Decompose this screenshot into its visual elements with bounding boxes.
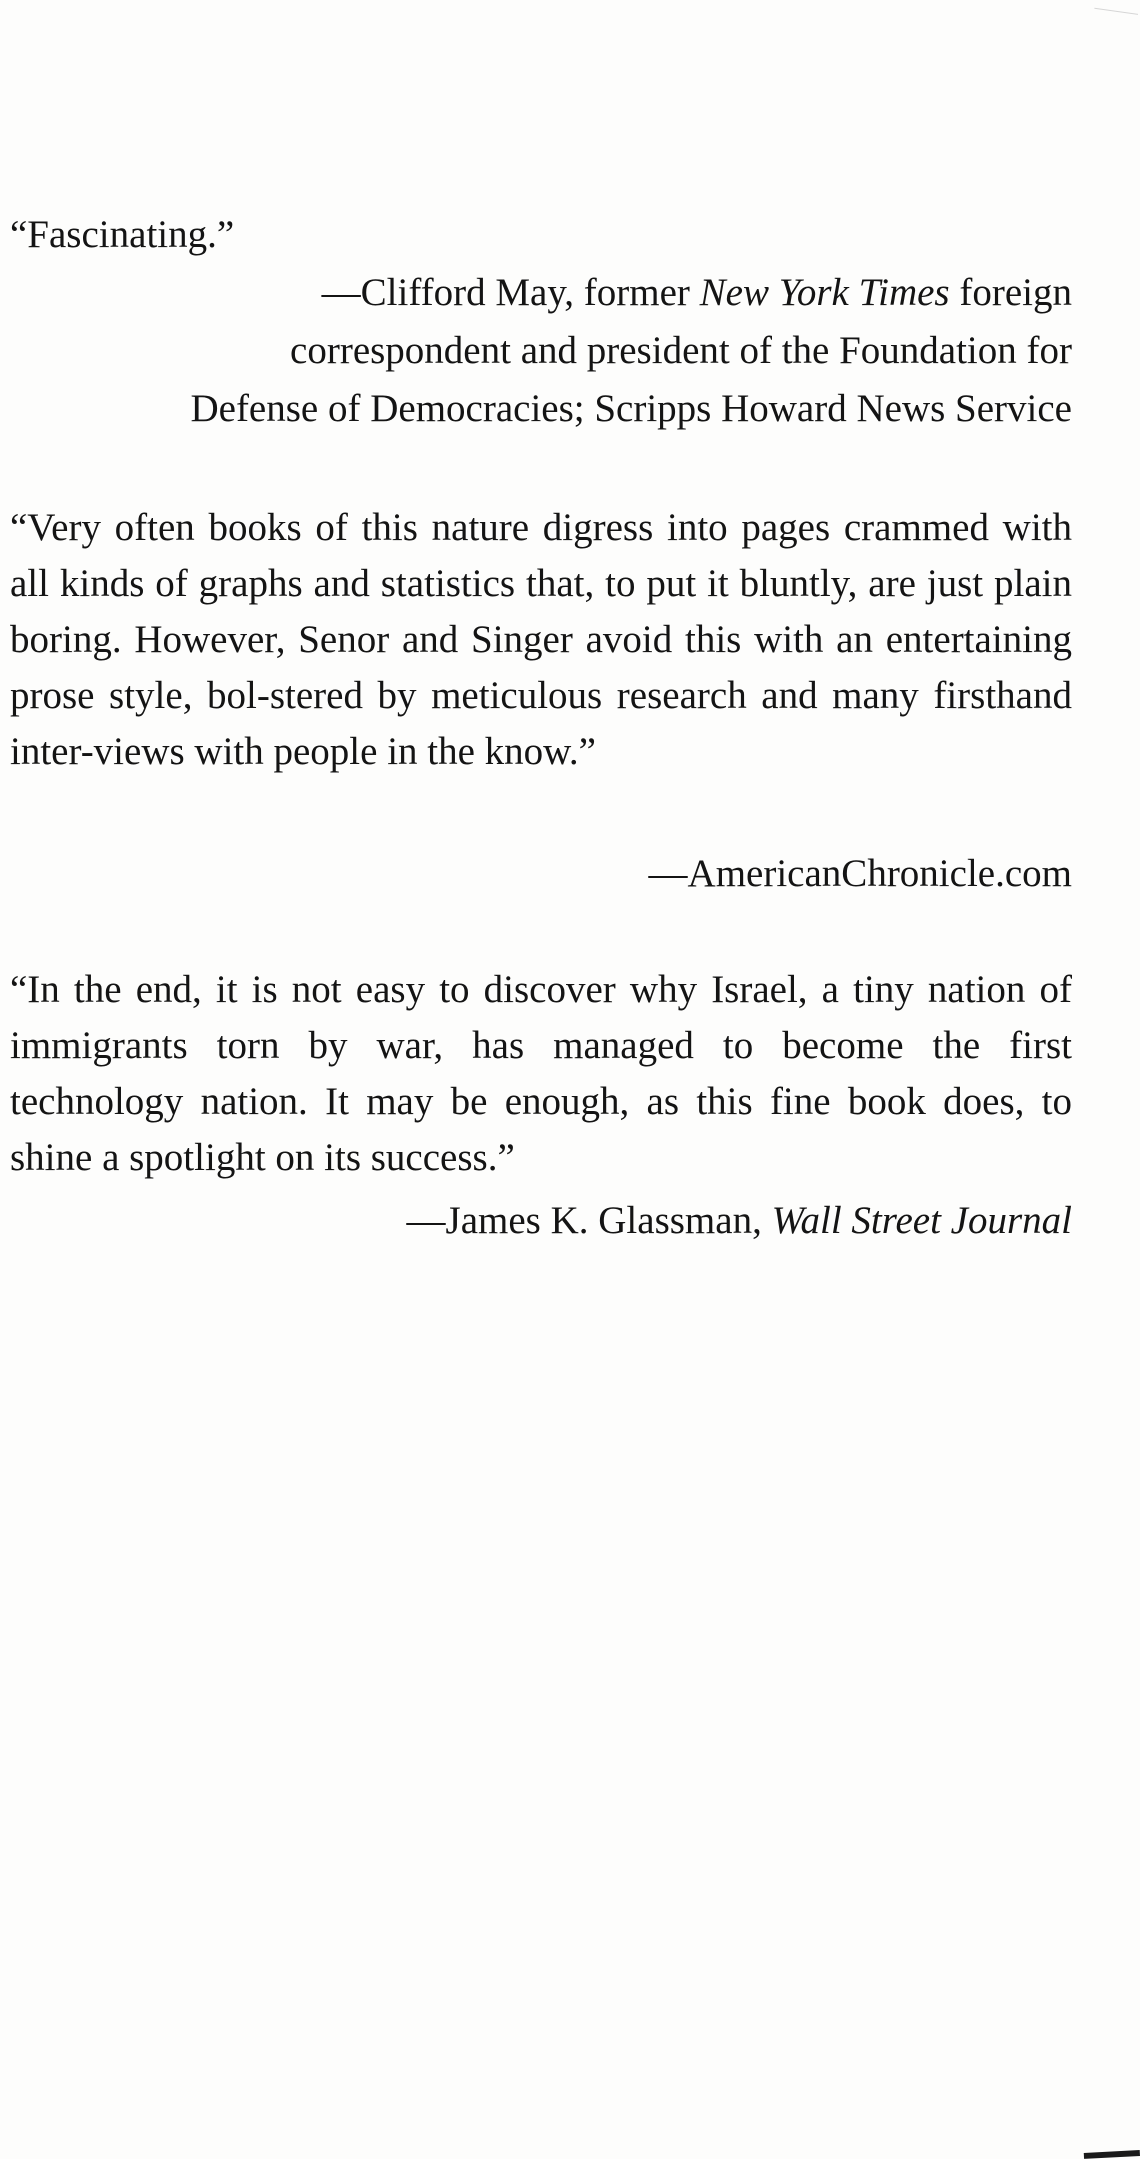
publication-name: New York Times <box>699 271 950 314</box>
attribution-text: foreign <box>949 271 1072 314</box>
attribution-clifford-may <box>0 264 1072 438</box>
quote-fascinating: “Fascinating.” <box>10 213 235 256</box>
attribution-american-chronicle <box>0 845 1072 903</box>
attribution-text: —Clifford May, former <box>321 271 700 314</box>
attribution-text: —James K. Glassman, <box>406 1199 772 1242</box>
attribution-line: correspondent and president of the Foundation for <box>290 329 1072 372</box>
publication-name: Wall Street Journal <box>771 1199 1072 1242</box>
attribution-line: —AmericanChronicle.com <box>648 852 1072 895</box>
quote-wall-street-journal: “In the end, it is not easy to discover why Israel, a tiny nation of immigrants torn by war, has managed to become the first technology nation. It may be enough, as this fine book does, to shine a spotlight on its success.” <box>10 968 1072 1179</box>
attribution-james-glassman <box>0 1192 1072 1250</box>
attribution-line: Defense of Democracies; Scripps Howard News Service <box>190 387 1072 430</box>
page-edge-top <box>1094 0 1140 15</box>
quote-american-chronicle: “Very often books of this nature digress into pages crammed with all kinds of graphs and statistics that, to put it bluntly, are just plain boring. However, Senor and Singer avoid this with an entertaining prose style, bol-stered by meticulous research and many firsthand inter-views with people in the know.” <box>10 506 1072 773</box>
attribution-line <box>0 1192 1072 1250</box>
page-edge-bottom <box>1084 2150 1140 2159</box>
attribution-line <box>0 264 1072 322</box>
